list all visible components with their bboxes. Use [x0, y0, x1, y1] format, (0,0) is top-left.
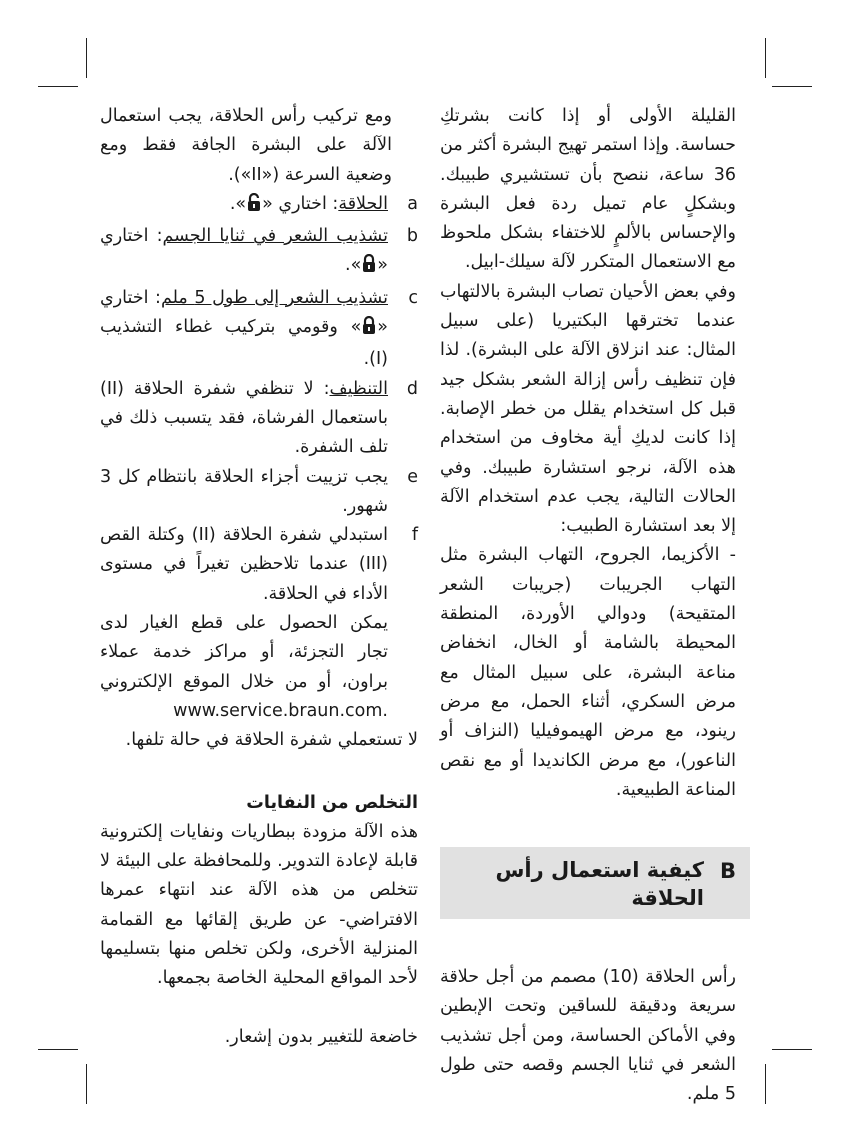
change-notice: خاضعة للتغيير بدون إشعار. — [224, 1026, 418, 1047]
warning-text: لا تستعملي شفرة الحلاقة في حالة تلفها. — [125, 730, 418, 751]
list-item-c: c تشذيب الشعر إلى طول 5 ملم: اختاري «» وقومي بتركيب غطاء التشذيب (I). — [100, 284, 418, 375]
section-letter: B — [719, 859, 736, 884]
disposal-paragraph: هذه الآلة مزودة ببطاريات ونفايات إلكترونية قابلة لإعادة التدوير. وللمحافظة على البيئة لا تتخلص من هذه الآلة عند انتهاء عمرها الافتراضي- عن طريق إلقائها مع القمامة المنزلية الأخرى، ولكن تخلص منها بتسليمها لأحد المواقع المحلية الخاصة بجمعها. — [100, 821, 418, 989]
service-url: www.service.braun.com. — [173, 700, 388, 721]
list-item-a: a الحلاقة: اختاري «». — [100, 190, 418, 222]
intro-paragraph: ومع تركيب رأس الحلاقة، يجب استعمال الآلة على البشرة الجافة فقط ومع وضعية السرعة («II»). — [100, 106, 392, 185]
item-letter: e — [407, 466, 418, 487]
lock-icon — [362, 254, 376, 283]
item-letter: c — [408, 287, 418, 308]
crop-mark — [86, 1064, 87, 1104]
item-letter: b — [406, 226, 418, 247]
item-letter: f — [411, 525, 418, 546]
list-item-e: e يجب تزييت أجزاء الحلاقة بانتظام كل 3 شهور. — [100, 463, 418, 522]
item-label: تشذيب الشعر في ثنايا الجسم — [162, 226, 388, 247]
paragraph-conditions-list: - الأكزيما، الجروح، التهاب البشرة مثل التهاب الجريبات (جريبات الشعر المتقيحة) ودوالي الأوردة، المنطقة المحيطة بالشامة أو الخال، انخفاض مناعة البشرة، على سبيل المثال مع مرض السكري، أثناء الحمل، مع مرض رينود، مع مرض الهيموفيليا (النزاف أو الناعور)، مع مرض الكانديدا أو مع نقص المناعة الطبيعية. — [440, 545, 736, 800]
crop-mark — [765, 38, 766, 78]
item-label: التنظيف — [329, 378, 388, 399]
crop-mark — [38, 86, 78, 87]
lock-icon — [362, 316, 376, 345]
unlock-icon — [247, 193, 261, 222]
left-column — [100, 102, 418, 1052]
crop-mark — [86, 38, 87, 78]
list-item-f: f استبدلي شفرة الحلاقة (II) وكتلة القص (III) عندما تلاحظين تغيراً في مستوى الأداء في الحلاقة. — [100, 521, 418, 609]
item-letter: a — [407, 193, 418, 214]
paragraph-shaving-head: رأس الحلاقة (10) مصمم من أجل حلاقة سريعة ودقيقة للساقين وتحت الإبطين وفي الأماكن الحساسة، ومن أجل تشذيب الشعر في ثنايا الجسم وقصه حتى طول 5 ملم. — [440, 967, 737, 1105]
paragraph-skin-irritation: القليلة الأولى أو إذا كانت بشرتكِ حساسة. وإذا استمر تهيج البشرة أكثر من 36 ساعة، ننصح بأن تستشيري طبيبك. وبشكلٍ عام تميل ردة فعل البشرة والإحساس بالألمٍ للاختفاء بشكل ملحوظ مع الاستعمال المتكرر لآلة سيلك-ابيل. — [440, 106, 736, 273]
section-b-header — [440, 847, 750, 919]
list-item-b: b تشذيب الشعر في ثنايا الجسم: اختاري «». — [100, 222, 418, 284]
item-label: تشذيب الشعر إلى طول 5 ملم — [160, 287, 388, 308]
right-column — [440, 102, 750, 1110]
crop-mark — [772, 86, 812, 87]
item-letter: d — [406, 378, 418, 399]
section-title: كيفية استعمال رأس الحلاقة — [495, 858, 704, 911]
crop-mark — [38, 1049, 78, 1050]
crop-mark — [765, 1064, 766, 1104]
paragraph-bacteria: وفي بعض الأحيان تصاب البشرة بالالتهاب عندما تخترقها البكتيريا (على سبيل المثال: عند انزلاق الآلة على البشرة). لذا فإن تنظيف رأس إزالة الشعر بشكل جيد قبل كل استخدام يقلل من خطر الإصابة. إذا كانت لديكِ أية مخاوف من استخدام هذه الآلة، نرجو استشارة طبيبك. وفي الحالات التالية، يجب عدم استخدام الآلة إلا بعد استشارة الطبيب: — [440, 281, 736, 537]
spare-parts-paragraph: يمكن الحصول على قطع الغيار لدى تجار التجزئة، أو مراكز خدمة عملاء براون، أو من خلال الموقع الإلكتروني www.service.braun.com. — [100, 613, 388, 721]
disposal-heading: التخلص من النفايات — [246, 792, 418, 813]
item-label: الحلاقة — [338, 193, 388, 214]
crop-mark — [772, 1049, 812, 1050]
list-item-d: d التنظيف: لا تنظفي شفرة الحلاقة (II) باستعمال الفرشاة، فقد يتسبب ذلك في تلف الشفرة. — [100, 375, 418, 463]
